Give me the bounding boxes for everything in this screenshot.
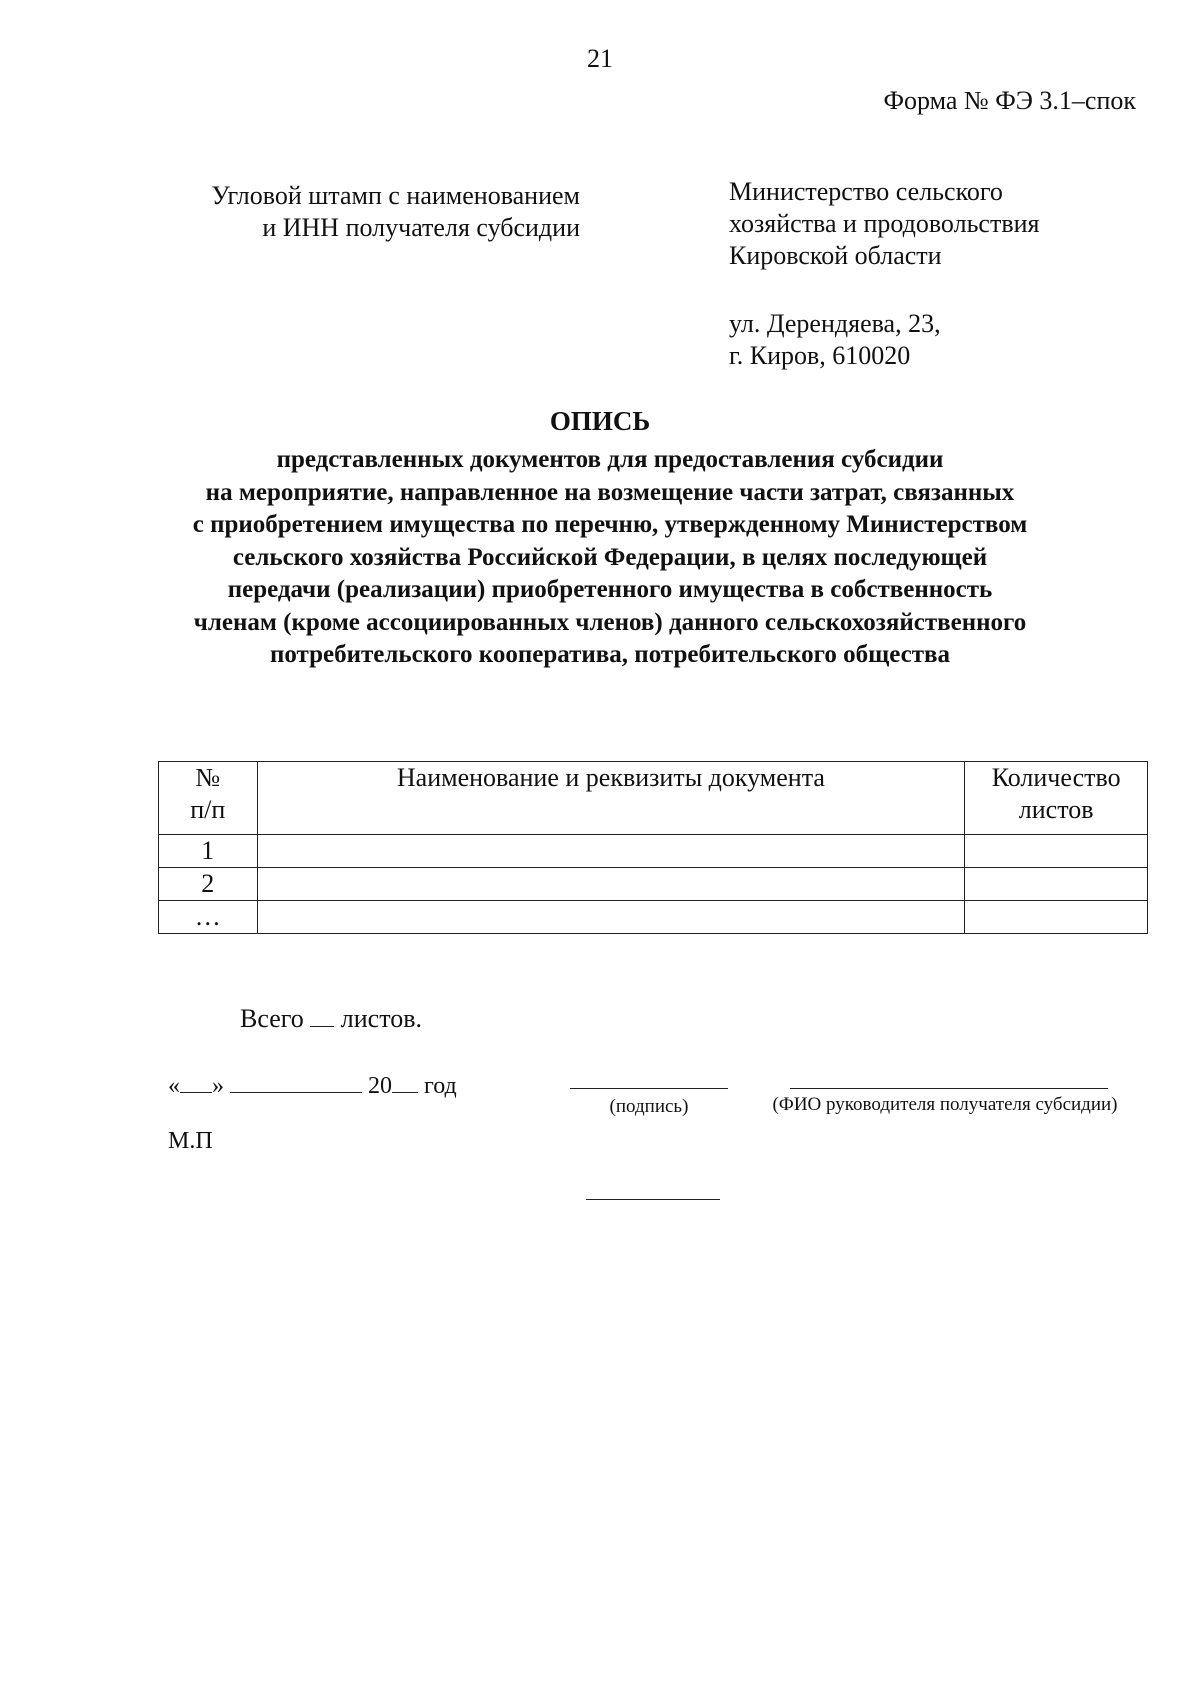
signature-caption: (подпись) xyxy=(609,1096,689,1117)
addressee-line-1: Министерство сельского xyxy=(729,177,1003,206)
header-qty xyxy=(965,762,1148,835)
documents-table xyxy=(158,761,1148,934)
date-field xyxy=(168,1070,457,1100)
total-sheets xyxy=(240,1004,422,1034)
table-row xyxy=(159,901,1148,934)
year-blank[interactable] xyxy=(392,1070,418,1093)
month-blank[interactable] xyxy=(230,1070,362,1093)
signature-line[interactable] xyxy=(570,1088,728,1089)
stamp-line-1: Угловой штамп с наименованием xyxy=(211,181,580,210)
document-title: ОПИСЬ xyxy=(549,406,651,436)
header-num xyxy=(159,762,258,835)
addressee-address xyxy=(729,308,941,372)
bottom-line xyxy=(586,1199,720,1200)
row-num: … xyxy=(159,901,258,934)
subtitle-line: с приобретением имущества по перечню, утвержденному Министерством xyxy=(192,511,1028,538)
fio-line[interactable] xyxy=(790,1088,1108,1089)
total-sheets-blank[interactable] xyxy=(310,1004,334,1027)
year-suffix: год xyxy=(424,1073,457,1099)
header-num-line-1: № xyxy=(195,763,221,792)
table-row xyxy=(159,868,1148,901)
subtitle-line: передачи (реализации) приобретенного имущества в собственность xyxy=(227,576,993,603)
row-num: 1 xyxy=(159,835,258,868)
header-qty-line-1: Количество xyxy=(991,763,1121,792)
subtitle-line: потребительского кооператива, потребительского общества xyxy=(269,641,951,668)
row-name-cell[interactable] xyxy=(257,868,965,901)
corner-stamp-note xyxy=(150,180,580,244)
header-num-line-2: п/п xyxy=(190,795,226,824)
row-qty-cell[interactable] xyxy=(965,868,1148,901)
fio-caption: (ФИО руководителя получателя субсидии) xyxy=(772,1094,1118,1115)
subtitle-line: членам (кроме ассоциированных членов) данного сельскохозяйственного xyxy=(193,608,1027,636)
document-subtitle xyxy=(100,444,1120,672)
row-name-cell[interactable] xyxy=(257,901,965,934)
row-qty-cell[interactable] xyxy=(965,901,1148,934)
total-suffix: листов. xyxy=(340,1004,422,1033)
address-line-1: ул. Дерендяева, 23, xyxy=(729,309,941,338)
addressee-line-2: хозяйства и продовольствия xyxy=(729,209,1040,238)
row-qty-cell[interactable] xyxy=(965,835,1148,868)
subtitle-line: сельского хозяйства Российской Федерации, в целях последующей xyxy=(232,543,988,571)
stamp-place: М.П xyxy=(168,1128,213,1154)
addressee-line-3: Кировской области xyxy=(729,241,942,270)
address-line-2: г. Киров, 610020 xyxy=(729,341,911,370)
subtitle-line: на мероприятие, направленное на возмещение части затрат, связанных xyxy=(205,478,1015,506)
header-name xyxy=(257,762,965,835)
date-open-quote: « xyxy=(168,1073,180,1099)
year-prefix: 20 xyxy=(368,1073,392,1099)
table-row xyxy=(159,835,1148,868)
row-num: 2 xyxy=(159,868,258,901)
date-close-quote: » xyxy=(212,1073,224,1099)
addressee xyxy=(729,176,1039,272)
stamp-line-2: и ИНН получателя субсидии xyxy=(262,213,580,242)
subtitle-line: представленных документов для предоставления субсидии xyxy=(276,446,944,473)
header-name-text: Наименование и реквизиты документа xyxy=(396,763,825,792)
total-prefix: Всего xyxy=(240,1004,304,1033)
header-qty-line-2: листов xyxy=(1018,795,1094,824)
page-number: 21 xyxy=(587,44,613,73)
row-name-cell[interactable] xyxy=(257,835,965,868)
table-header-row xyxy=(159,762,1148,835)
form-code: Форма № ФЭ 3.1–спок xyxy=(883,86,1136,115)
day-blank[interactable] xyxy=(180,1070,212,1093)
